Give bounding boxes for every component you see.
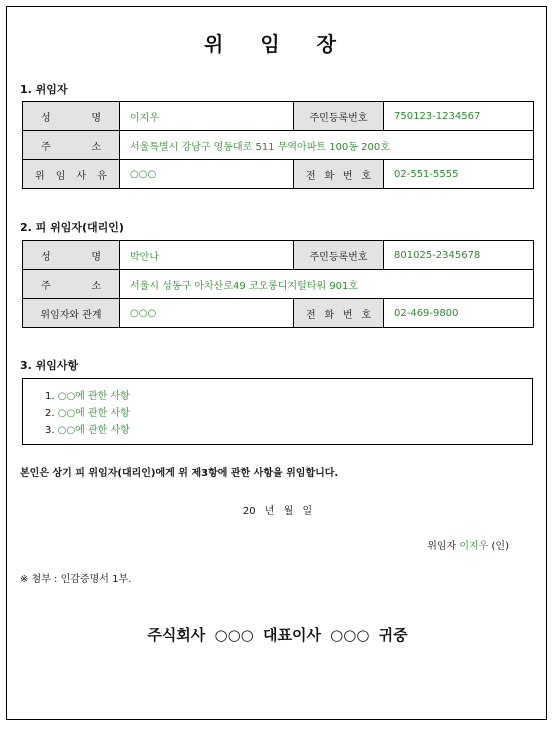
list-item xyxy=(45,422,532,439)
label-char: 번 xyxy=(342,309,353,321)
matter-number: 1. xyxy=(45,391,55,402)
principal-address: 서울특별시 강남구 영동대로 511 무역아파트 100동 200호 xyxy=(120,131,534,160)
matter-number: 2. xyxy=(45,408,55,419)
label-char: 화 xyxy=(324,309,335,321)
label-char: 소 xyxy=(91,280,101,292)
label-char: 화 xyxy=(324,170,335,182)
agent-table xyxy=(22,240,534,328)
section-principal-heading: 1. 위임자 xyxy=(20,83,68,96)
document-title: 위 임 장 xyxy=(204,32,351,56)
agent-id-label: 주민등록번호 xyxy=(294,241,384,270)
label-char: 전 xyxy=(306,309,316,321)
attachment-note: ※ 첨부 : 인감증명서 1부. xyxy=(20,574,132,585)
label-char: 위 xyxy=(35,170,45,182)
agent-address: 서울시 성동구 아차산로49 코오롱디지털타워 901호 xyxy=(120,270,534,299)
list-item xyxy=(45,405,532,422)
agent-phone-label xyxy=(294,299,384,328)
signer-name: 이지우 xyxy=(459,541,489,552)
principal-id: 750123-1234567 xyxy=(384,102,534,131)
label-char: 유 xyxy=(97,170,107,182)
principal-reason-label xyxy=(23,160,120,189)
label-char: 주 xyxy=(41,141,51,153)
delegation-statement: 본인은 상기 피 위임자(대리인)에게 위 제3항에 관한 사항을 위임합니다. xyxy=(20,468,339,479)
principal-id-label: 주민등록번호 xyxy=(294,102,384,131)
agent-relation: ○○○ xyxy=(120,299,294,328)
matter-number: 3. xyxy=(45,425,55,436)
matter-text: ○○에 관한 사항 xyxy=(57,425,130,436)
recipient-line: 주식회사 ○○○ 대표이사 ○○○ 귀중 xyxy=(147,626,408,644)
section-matters-heading: 3. 위임사항 xyxy=(20,359,79,372)
seal-mark: (인) xyxy=(491,541,509,552)
label-char: 명 xyxy=(91,251,101,263)
matters-box xyxy=(22,378,533,445)
label-char: 호 xyxy=(361,170,371,182)
agent-name: 박안나 xyxy=(120,241,294,270)
matter-text: ○○에 관한 사항 xyxy=(57,391,130,402)
label-char: 성 xyxy=(41,112,51,124)
label-char: 명 xyxy=(91,112,101,124)
agent-id: 801025-2345678 xyxy=(384,241,534,270)
label-char: 번 xyxy=(342,170,353,182)
agent-address-label xyxy=(23,270,120,299)
signer-label: 위임자 xyxy=(427,541,457,552)
matter-text: ○○에 관한 사항 xyxy=(57,408,130,419)
signer-line xyxy=(427,537,509,552)
label-char: 호 xyxy=(361,309,371,321)
principal-name-label xyxy=(23,102,120,131)
agent-phone: 02-469-9800 xyxy=(384,299,534,328)
section-agent-heading: 2. 피 위임자(대리인) xyxy=(20,221,124,234)
label-char: 주 xyxy=(41,280,51,292)
principal-name: 이지우 xyxy=(120,102,294,131)
label-char: 성 xyxy=(41,251,51,263)
list-item xyxy=(45,388,532,405)
principal-phone-label xyxy=(294,160,384,189)
agent-name-label xyxy=(23,241,120,270)
label-char: 사 xyxy=(76,170,87,182)
principal-phone: 02-551-5555 xyxy=(384,160,534,189)
principal-address-label xyxy=(23,131,120,160)
label-char: 소 xyxy=(91,141,101,153)
date-line: 20 년 월 일 xyxy=(242,506,313,517)
principal-table xyxy=(22,101,534,189)
principal-reason: ○○○ xyxy=(120,160,294,189)
label-char: 전 xyxy=(306,170,316,182)
label-char: 임 xyxy=(55,170,66,182)
agent-relation-label: 위임자와 관계 xyxy=(23,299,120,328)
